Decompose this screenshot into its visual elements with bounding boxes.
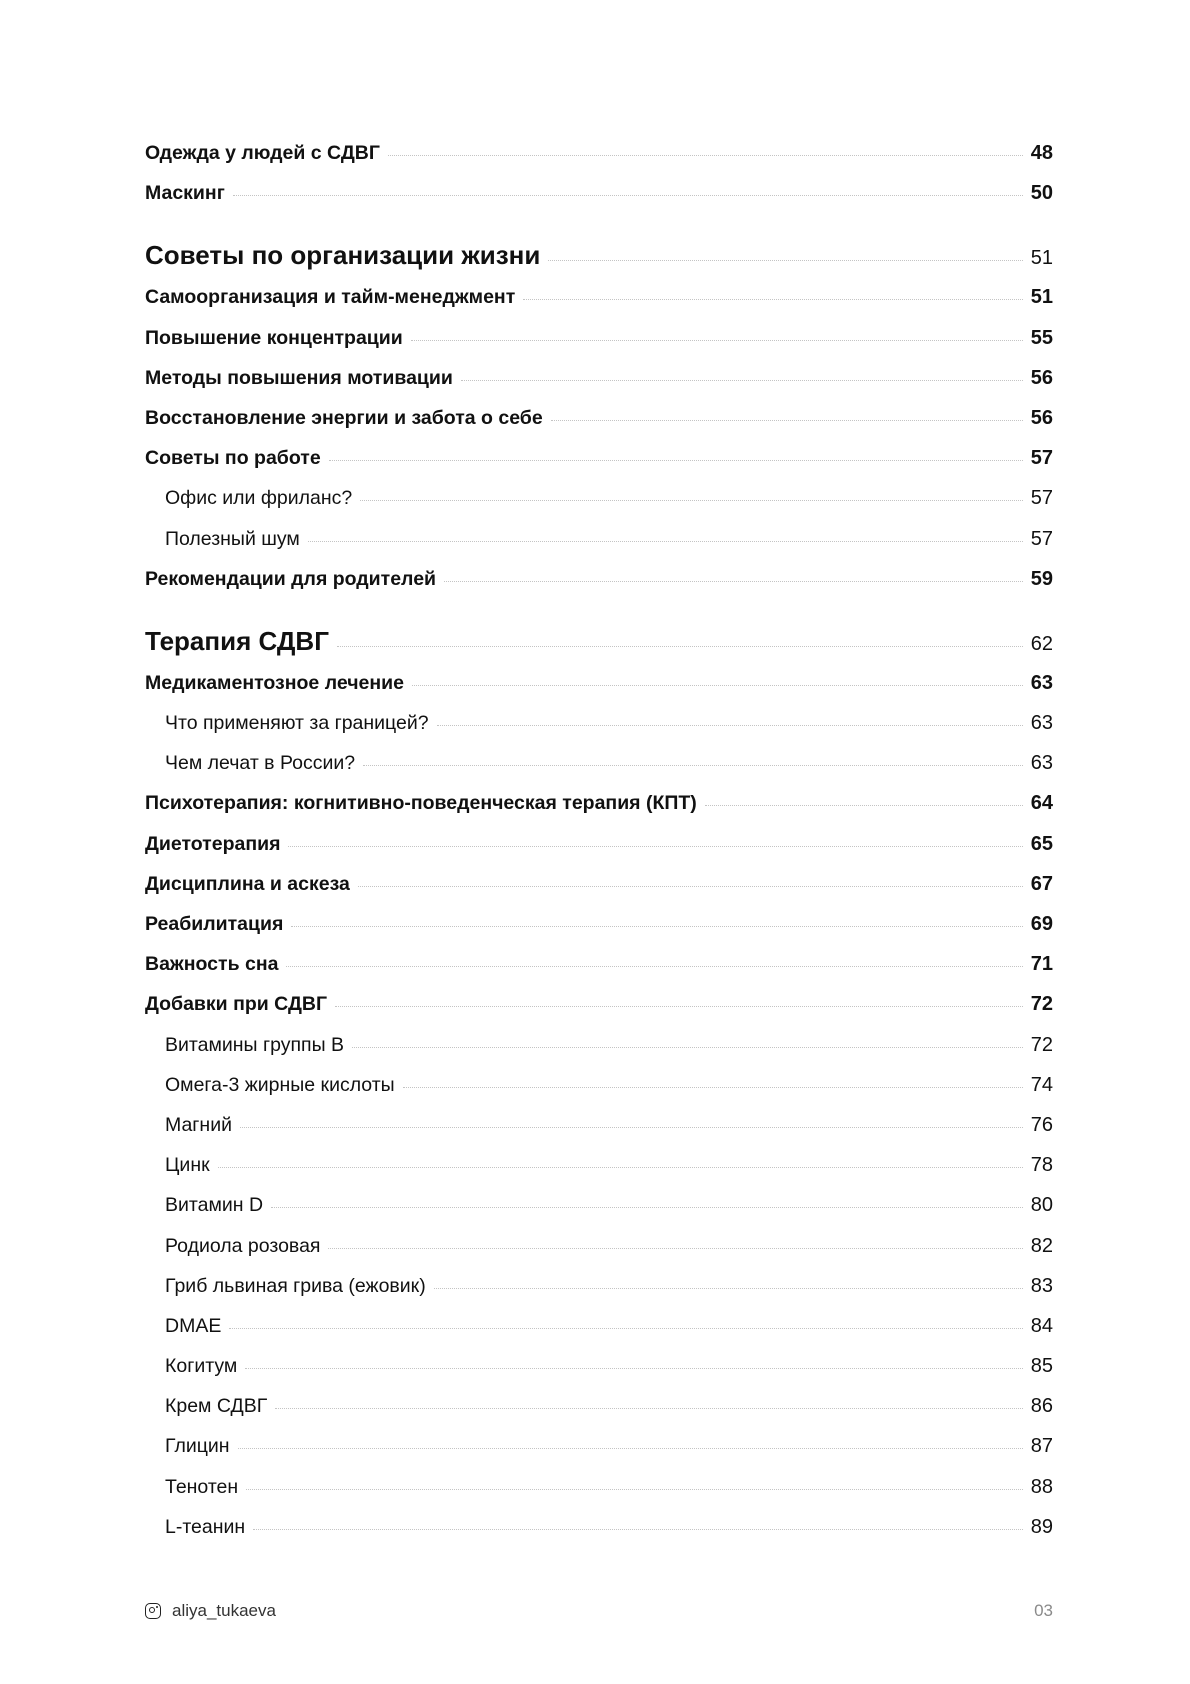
- toc-entry[interactable]: [145, 182, 1053, 222]
- toc-entry-title: Диетотерапия: [145, 832, 281, 855]
- dot-leader: [548, 259, 1023, 261]
- toc-entry-page: 57: [1030, 487, 1053, 510]
- toc-entry[interactable]: [145, 913, 1053, 953]
- toc-entry-title: DMAE: [165, 1314, 222, 1337]
- toc-entry[interactable]: [145, 447, 1053, 487]
- toc-entry-page: 65: [1030, 832, 1053, 855]
- toc-entry-page: 50: [1030, 182, 1053, 205]
- toc-entry-title: Советы по организации жизни: [145, 240, 541, 271]
- toc-entry-title: Тенотен: [165, 1475, 239, 1498]
- toc-entry-page: 71: [1030, 953, 1053, 976]
- toc-entry-page: 57: [1030, 447, 1053, 470]
- toc-entry-title: Рекомендации для родителей: [145, 567, 437, 590]
- toc-subentry[interactable]: [145, 752, 1053, 792]
- dot-leader: [291, 925, 1023, 927]
- toc-entry-page: 87: [1030, 1435, 1053, 1458]
- toc-entry-page: 51: [1030, 247, 1053, 270]
- toc-subentry[interactable]: [145, 1235, 1053, 1275]
- toc-entry[interactable]: [145, 142, 1053, 182]
- toc-entry-title: Крем СДВГ: [165, 1395, 268, 1418]
- dot-leader: [233, 194, 1023, 196]
- toc-entry-page: 56: [1030, 406, 1053, 429]
- toc-subentry[interactable]: [145, 1476, 1053, 1516]
- toc-subentry[interactable]: [145, 1194, 1053, 1234]
- toc-entry-page: 59: [1030, 567, 1053, 590]
- dot-leader: [337, 645, 1023, 647]
- toc-entry-title: Маскинг: [145, 182, 225, 205]
- dot-leader: [411, 339, 1023, 341]
- dot-leader: [335, 1005, 1023, 1007]
- toc-entry-page: 51: [1030, 286, 1053, 309]
- toc-entry-page: 69: [1030, 913, 1053, 935]
- table-of-contents: [145, 142, 1053, 1556]
- toc-entry[interactable]: [145, 873, 1053, 913]
- toc-entry-title: Цинк: [165, 1154, 210, 1177]
- toc-entry-page: 88: [1030, 1475, 1053, 1498]
- toc-subentry[interactable]: [145, 1395, 1053, 1435]
- dot-leader: [229, 1327, 1023, 1329]
- toc-subentry[interactable]: [145, 1435, 1053, 1475]
- toc-entry-title: Реабилитация: [145, 913, 284, 935]
- dot-leader: [461, 379, 1023, 381]
- toc-entry-page: 63: [1030, 712, 1053, 735]
- toc-entry-page: 74: [1030, 1073, 1053, 1096]
- toc-subentry[interactable]: [145, 487, 1053, 527]
- dot-leader: [328, 1247, 1023, 1249]
- dot-leader: [412, 684, 1023, 686]
- toc-entry[interactable]: [145, 953, 1053, 993]
- toc-entry-page: 72: [1030, 1033, 1053, 1056]
- toc-entry-page: 67: [1030, 872, 1053, 895]
- toc-entry-page: 85: [1030, 1355, 1053, 1378]
- dot-leader: [388, 154, 1023, 156]
- toc-entry-title: Когитум: [165, 1355, 238, 1378]
- dot-leader: [253, 1528, 1023, 1530]
- toc-entry-title: Советы по работе: [145, 447, 321, 470]
- toc-entry[interactable]: [145, 993, 1053, 1033]
- toc-entry-page: 83: [1030, 1274, 1053, 1297]
- toc-subentry[interactable]: [145, 1114, 1053, 1154]
- toc-subentry[interactable]: [145, 1315, 1053, 1355]
- toc-entry-title: Медикаментозное лечение: [145, 671, 404, 694]
- toc-subentry[interactable]: [145, 1516, 1053, 1556]
- toc-entry-title: Добавки при СДВГ: [145, 993, 328, 1016]
- toc-subentry[interactable]: [145, 528, 1053, 568]
- toc-entry-page: 62: [1030, 632, 1053, 655]
- dot-leader: [437, 724, 1023, 726]
- dot-leader: [705, 804, 1023, 806]
- dot-leader: [286, 965, 1023, 967]
- dot-leader: [363, 764, 1023, 766]
- toc-entry-title: Методы повышения мотивации: [145, 366, 453, 389]
- dot-leader: [444, 580, 1023, 582]
- toc-subentry[interactable]: [145, 712, 1053, 752]
- dot-leader: [523, 298, 1023, 300]
- dot-leader: [308, 540, 1023, 542]
- toc-entry-title: Повышение концентрации: [145, 326, 403, 349]
- toc-entry-page: 57: [1030, 527, 1053, 550]
- dot-leader: [358, 885, 1023, 887]
- toc-entry-title: Восстановление энергии и забота о себе: [145, 406, 543, 429]
- toc-entry-title: Терапия СДВГ: [145, 625, 329, 656]
- toc-entry-page: 78: [1030, 1154, 1053, 1177]
- toc-subentry[interactable]: [145, 1074, 1053, 1114]
- toc-entry-title: Омега-3 жирные кислоты: [165, 1073, 395, 1096]
- dot-leader: [288, 845, 1023, 847]
- toc-subentry[interactable]: [145, 1154, 1053, 1194]
- toc-entry-page: 84: [1030, 1314, 1053, 1337]
- dot-leader: [403, 1086, 1023, 1088]
- toc-entry-title: Полезный шум: [165, 527, 300, 550]
- toc-entry-title: Офис или фриланс?: [165, 487, 353, 510]
- dot-leader: [551, 419, 1023, 421]
- page-number: 03: [1034, 1601, 1053, 1620]
- toc-entry[interactable]: [145, 367, 1053, 407]
- dot-leader: [246, 1488, 1023, 1490]
- author-handle: aliya_tukaeva: [172, 1601, 276, 1620]
- toc-entry[interactable]: [145, 568, 1053, 608]
- toc-section-heading[interactable]: [145, 626, 1053, 672]
- toc-entry[interactable]: [145, 327, 1053, 367]
- toc-entry[interactable]: [145, 407, 1053, 447]
- toc-entry[interactable]: [145, 792, 1053, 832]
- dot-leader: [360, 499, 1023, 501]
- toc-subentry[interactable]: [145, 1034, 1053, 1074]
- toc-entry-page: 76: [1030, 1113, 1053, 1136]
- toc-section-heading[interactable]: [145, 240, 1053, 286]
- dot-leader: [240, 1126, 1023, 1128]
- toc-entry-page: 86: [1030, 1395, 1053, 1418]
- toc-entry-title: L-теанин: [165, 1515, 246, 1538]
- dot-leader: [238, 1447, 1023, 1449]
- page-footer: [145, 1601, 1053, 1621]
- toc-entry-title: Дисциплина и аскеза: [145, 872, 350, 895]
- toc-subentry[interactable]: [145, 1275, 1053, 1315]
- toc-entry-title: Глицин: [165, 1435, 230, 1458]
- toc-entry-title: Витамин D: [165, 1194, 264, 1217]
- dot-leader: [275, 1407, 1023, 1409]
- toc-entry-page: 72: [1030, 993, 1053, 1016]
- toc-entry-page: 56: [1030, 366, 1053, 389]
- dot-leader: [245, 1367, 1023, 1369]
- toc-entry-title: Одежда у людей с СДВГ: [145, 142, 380, 164]
- dot-leader: [329, 459, 1023, 461]
- instagram-icon: [145, 1603, 161, 1619]
- toc-entry[interactable]: [145, 286, 1053, 326]
- toc-entry-title: Что применяют за границей?: [165, 712, 429, 735]
- toc-entry-page: 55: [1030, 326, 1053, 349]
- toc-entry-title: Гриб львиная грива (ежовик): [165, 1274, 426, 1297]
- toc-entry-page: 80: [1030, 1194, 1053, 1217]
- toc-entry-page: 82: [1030, 1234, 1053, 1257]
- toc-entry-page: 63: [1030, 752, 1053, 775]
- toc-entry-title: Самоорганизация и тайм-менеджмент: [145, 286, 516, 309]
- toc-entry[interactable]: [145, 833, 1053, 873]
- toc-entry[interactable]: [145, 672, 1053, 712]
- dot-leader: [218, 1166, 1023, 1168]
- toc-entry-page: 64: [1030, 792, 1053, 815]
- toc-entry-title: Психотерапия: когнитивно-поведенческая терапия (КПТ): [145, 792, 697, 815]
- toc-entry-title: Родиола розовая: [165, 1234, 321, 1257]
- toc-entry-title: Витамины группы В: [165, 1033, 345, 1056]
- toc-entry-page: 63: [1030, 671, 1053, 694]
- toc-entry-page: 89: [1030, 1515, 1053, 1538]
- toc-entry-title: Важность сна: [145, 953, 279, 976]
- dot-leader: [352, 1046, 1023, 1048]
- toc-entry-page: 48: [1030, 142, 1053, 164]
- dot-leader: [271, 1206, 1023, 1208]
- toc-entry-title: Магний: [165, 1113, 232, 1136]
- dot-leader: [434, 1287, 1023, 1289]
- toc-entry-title: Чем лечат в России?: [165, 752, 356, 775]
- toc-subentry[interactable]: [145, 1355, 1053, 1395]
